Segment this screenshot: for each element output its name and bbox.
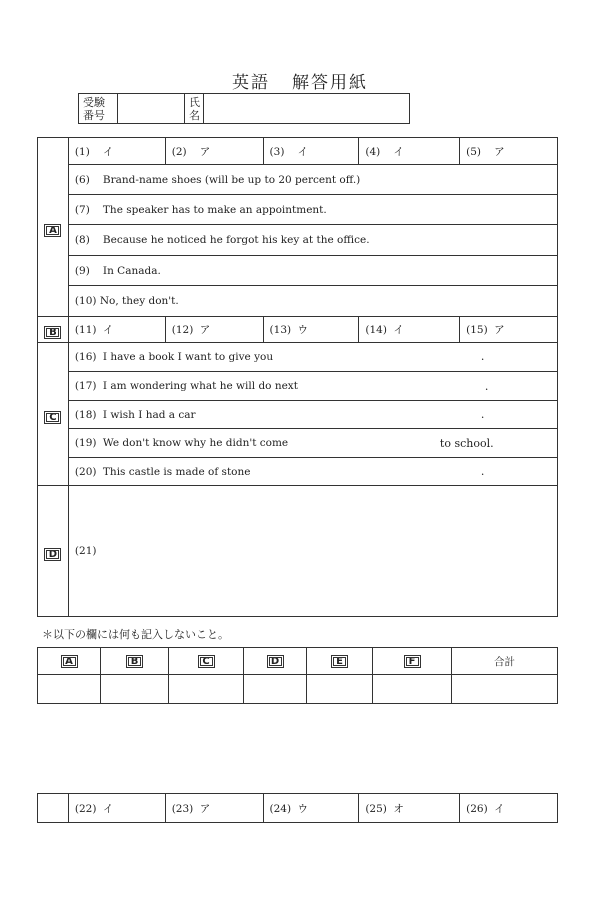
section-d-label: D — [38, 486, 69, 617]
answer-line-18[interactable]: (18) I wish I had a car . — [68, 401, 557, 429]
title-sheet: 解答用紙 — [292, 73, 368, 93]
extra-row-label — [38, 794, 69, 823]
answer-line-16-tail: . — [480, 350, 485, 363]
answer-line-6[interactable]: (6) Brand-name shoes (will be up to 20 percent off.) — [68, 165, 557, 195]
section-c-label: C — [38, 343, 69, 486]
answer-line-18-tail: . — [480, 408, 485, 421]
score-cell-a[interactable] — [38, 675, 101, 704]
answer-line-20-tail: . — [480, 465, 485, 478]
answer-cell-3[interactable]: (3) イ — [263, 138, 359, 165]
answer-cell-25[interactable]: (25) オ — [359, 794, 460, 823]
answer-line-8[interactable]: (8) Because he noticed he forgot his key at the office. — [68, 225, 557, 256]
answer-area-21[interactable]: (21) — [68, 486, 557, 617]
name-field[interactable] — [204, 94, 410, 124]
score-cell-e[interactable] — [307, 675, 373, 704]
answer-cell-24[interactable]: (24) ウ — [263, 794, 359, 823]
score-cell-f[interactable] — [373, 675, 452, 704]
score-header-f: F — [373, 648, 452, 675]
section-a-label: A — [38, 138, 69, 317]
answer-line-20[interactable]: (20) This castle is made of stone . — [68, 458, 557, 486]
answer-cell-11[interactable]: (11) イ — [68, 317, 165, 343]
answer-cell-22[interactable]: (22) イ — [68, 794, 165, 823]
answer-line-9[interactable]: (9) In Canada. — [68, 256, 557, 286]
score-cell-total[interactable] — [452, 675, 558, 704]
answer-cell-1[interactable]: (1) イ — [68, 138, 165, 165]
section-b-label: B — [38, 317, 69, 343]
answer-table — [37, 137, 558, 617]
score-header-c: C — [169, 648, 244, 675]
score-header-d: D — [244, 648, 307, 675]
answer-line-16[interactable]: (16) I have a book I want to give you . — [68, 343, 557, 372]
answer-line-7[interactable]: (7) The speaker has to make an appointment. — [68, 195, 557, 225]
answer-cell-5[interactable]: (5) ア — [460, 138, 558, 165]
title-subject: 英語 — [232, 73, 270, 93]
candidate-info-table — [78, 93, 410, 124]
answer-line-17[interactable]: (17) I am wondering what he will do next . — [68, 372, 557, 401]
score-table — [37, 647, 558, 704]
answer-line-17-tail: . — [484, 380, 489, 393]
page-title — [0, 68, 600, 93]
answer-line-19-tail: to school. — [439, 437, 494, 450]
score-header-a: A — [38, 648, 101, 675]
score-cell-c[interactable] — [169, 675, 244, 704]
name-label: 氏 名 — [185, 94, 204, 124]
answer-cell-23[interactable]: (23) ア — [165, 794, 263, 823]
answer-cell-14[interactable]: (14) イ — [359, 317, 460, 343]
answer-line-10[interactable]: (10) No, they don't. — [68, 286, 557, 317]
exam-number-field[interactable] — [118, 94, 185, 124]
exam-number-label: 受験 番号 — [79, 94, 118, 124]
answer-cell-26[interactable]: (26) イ — [460, 794, 558, 823]
note-text: ＊以下の欄には何も記入しないこと。 — [42, 628, 229, 641]
score-cell-d[interactable] — [244, 675, 307, 704]
score-header-b: B — [101, 648, 169, 675]
answer-cell-13[interactable]: (13) ウ — [263, 317, 359, 343]
score-header-total: 合計 — [452, 648, 558, 675]
answer-cell-15[interactable]: (15) ア — [460, 317, 558, 343]
score-header-e: E — [307, 648, 373, 675]
answer-line-19[interactable]: (19) We don't know why he didn't come to school. — [68, 429, 557, 458]
score-cell-b[interactable] — [101, 675, 169, 704]
answer-cell-2[interactable]: (2) ア — [165, 138, 263, 165]
extra-answer-table — [37, 793, 558, 823]
answer-cell-12[interactable]: (12) ア — [165, 317, 263, 343]
answer-cell-4[interactable]: (4) イ — [359, 138, 460, 165]
